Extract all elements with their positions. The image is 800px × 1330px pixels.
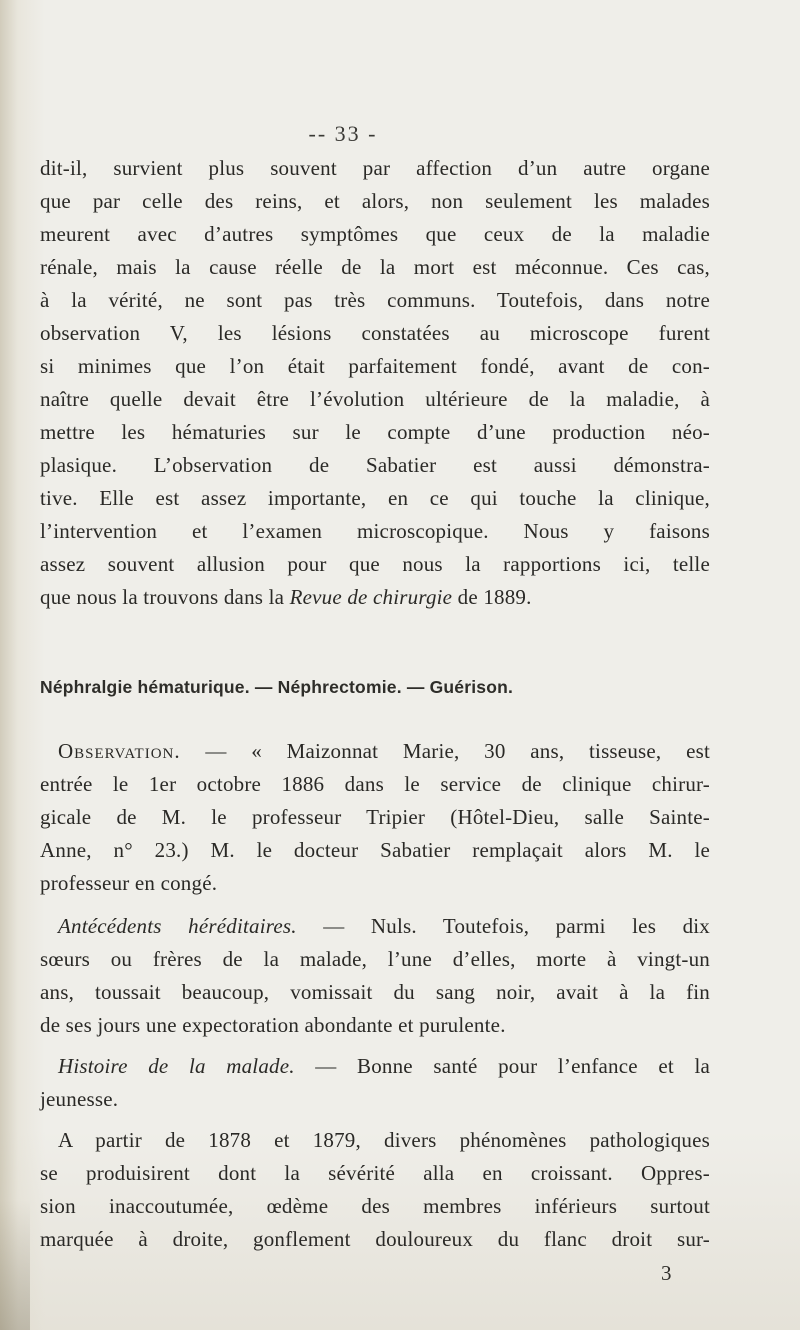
text-line: gicale de M. le professeur Tripier (Hôtel-Dieu, salle Sainte- — [40, 805, 710, 829]
text-line: que par celle des reins, et alors, non seulement les malades — [40, 189, 710, 213]
text-line: meurent avec d’autres symptômes que ceux de la maladie — [40, 222, 710, 246]
text-line: mettre les hématuries sur le compte d’une production néo- — [40, 420, 710, 444]
text-run: — Bonne santé pour l’enfance et la — [294, 1054, 710, 1078]
text-line: jeunesse. — [40, 1087, 119, 1111]
text-run: que nous la trouvons dans la — [40, 585, 290, 609]
text-line: naître quelle devait être l’évolution ultérieure de la maladie, à — [40, 387, 710, 411]
antecedents-label: Antécédents héréditaires. — [58, 914, 297, 938]
text-run: — Nuls. Toutefois, parmi les dix — [296, 914, 710, 938]
histoire-label: Histoire de la malade. — [58, 1054, 295, 1078]
text-line: dit-il, survient plus souvent par affection d’un autre organe — [40, 156, 710, 180]
text-line: entrée le 1er octobre 1886 dans le service de clinique chirur- — [40, 772, 710, 796]
text-line: A partir de 1878 et 1879, divers phénomènes pathologiques — [58, 1128, 710, 1152]
text-line: assez souvent allusion pour que nous la rapportions ici, telle — [40, 552, 710, 576]
text-line: de ses jours une expectoration abondante et purulente. — [40, 1013, 506, 1037]
text-line: ans, toussait beaucoup, vomissait du sang noir, avait à la fin — [40, 980, 710, 1004]
section-heading: Néphralgie hématurique. — Néphrectomie. — Guérison. — [40, 677, 514, 697]
text-line: sion inaccoutumée, œdème des membres inférieurs surtout — [40, 1194, 710, 1218]
text-line — [40, 585, 532, 609]
page-edge-shadow — [0, 1200, 30, 1330]
text-line: à la vérité, ne sont pas très communs. Toutefois, dans notre — [40, 288, 710, 312]
text-line: si minimes que l’on était parfaitement fondé, avant de con- — [40, 354, 710, 378]
text-line: tive. Elle est assez importante, en ce qui touche la clinique, — [40, 486, 710, 510]
text-line — [58, 1054, 710, 1078]
text-line: rénale, mais la cause réelle de la mort est méconnue. Ces cas, — [40, 255, 710, 279]
text-run: de 1889. — [452, 585, 532, 609]
text-line — [58, 914, 710, 938]
text-line: Anne, n° 23.) M. le docteur Sabatier remplaçait alors M. le — [40, 838, 710, 862]
text-line: l’intervention et l’examen microscopique. Nous y faisons — [40, 519, 710, 543]
text-line: sœurs ou frères de la malade, l’une d’elles, morte à vingt-un — [40, 947, 710, 971]
signature-mark: 3 — [661, 1261, 672, 1285]
text-run: — « Maizonnat Marie, 30 ans, tisseuse, est — [180, 739, 710, 763]
observation-label: Observation. — [58, 739, 181, 763]
text-line — [58, 739, 710, 763]
text-line: professeur en congé. — [40, 871, 218, 895]
text-line: observation V, les lésions constatées au microscope furent — [40, 321, 710, 345]
text-line: se produisirent dont la sévérité alla en croissant. Oppres- — [40, 1161, 710, 1185]
text-line: plasique. L’observation de Sabatier est aussi démonstra- — [40, 453, 710, 477]
page-number: -- 33 - — [308, 121, 378, 146]
journal-title: Revue de chirurgie — [289, 585, 453, 609]
text-line: marquée à droite, gonflement douloureux du flanc droit sur- — [40, 1227, 710, 1251]
